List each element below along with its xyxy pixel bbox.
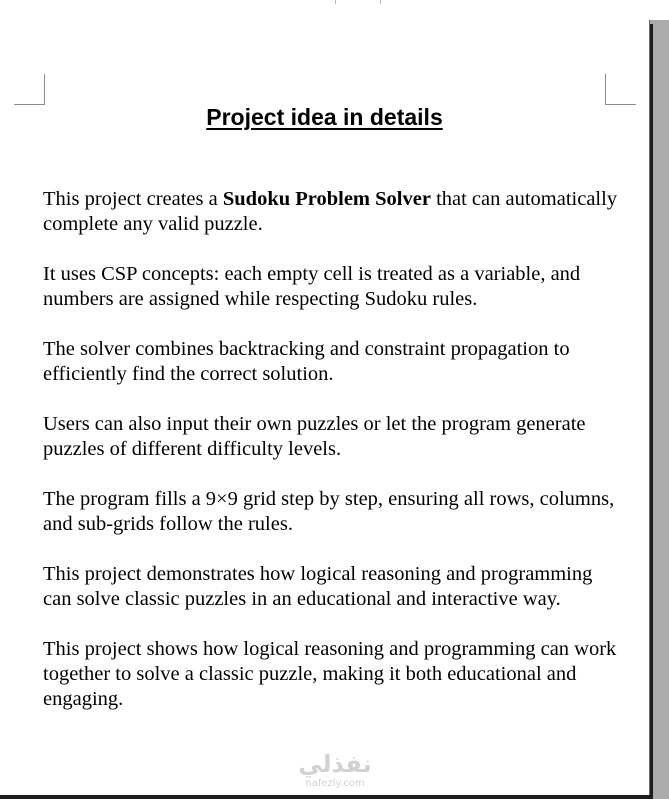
- paragraph-intro-before: This project creates a: [43, 188, 223, 210]
- document-page[interactable]: [0, 20, 650, 795]
- watermark-site: nafezly.com: [305, 778, 365, 789]
- margin-corner-top-right: [605, 74, 636, 105]
- watermark: [280, 750, 390, 790]
- paragraph-demonstrates[interactable]: This project demonstrates how logical reasoning and programming can solve classic puzzles in an educational and interactive way.: [43, 563, 593, 610]
- document-title[interactable]: Project idea in details: [206, 104, 443, 130]
- project-name-bold: Sudoku Problem Solver: [222, 188, 431, 210]
- ruler-tick: [380, 0, 381, 4]
- document-body[interactable]: [43, 187, 618, 737]
- ruler-tick: [335, 0, 336, 4]
- paragraph-conclusion[interactable]: This project shows how logical reasoning and programming can work together to solve a classic puzzle, making it both educational and engaging.: [43, 638, 617, 710]
- paragraph-intro[interactable]: [43, 187, 618, 237]
- margin-corner-top-left: [14, 74, 45, 105]
- watermark-arabic: نفذلي: [298, 750, 372, 778]
- paragraph-users[interactable]: Users can also input their own puzzles or let the program generate puzzles of different difficulty levels.: [43, 413, 586, 460]
- paragraph-csp[interactable]: It uses CSP concepts: each empty cell is treated as a variable, and numbers are assigned while respecting Sudoku rules.: [43, 263, 581, 310]
- paragraph-intro-after: that can automatically complete any valid puzzle.: [43, 188, 618, 235]
- paragraph-solver[interactable]: The solver combines backtracking and constraint propagation to efficiently find the correct solution.: [43, 338, 570, 385]
- ruler-strip: [0, 0, 669, 20]
- paragraph-grid[interactable]: The program fills a 9×9 grid step by step, ensuring all rows, columns, and sub-grids follow the rules.: [43, 488, 615, 535]
